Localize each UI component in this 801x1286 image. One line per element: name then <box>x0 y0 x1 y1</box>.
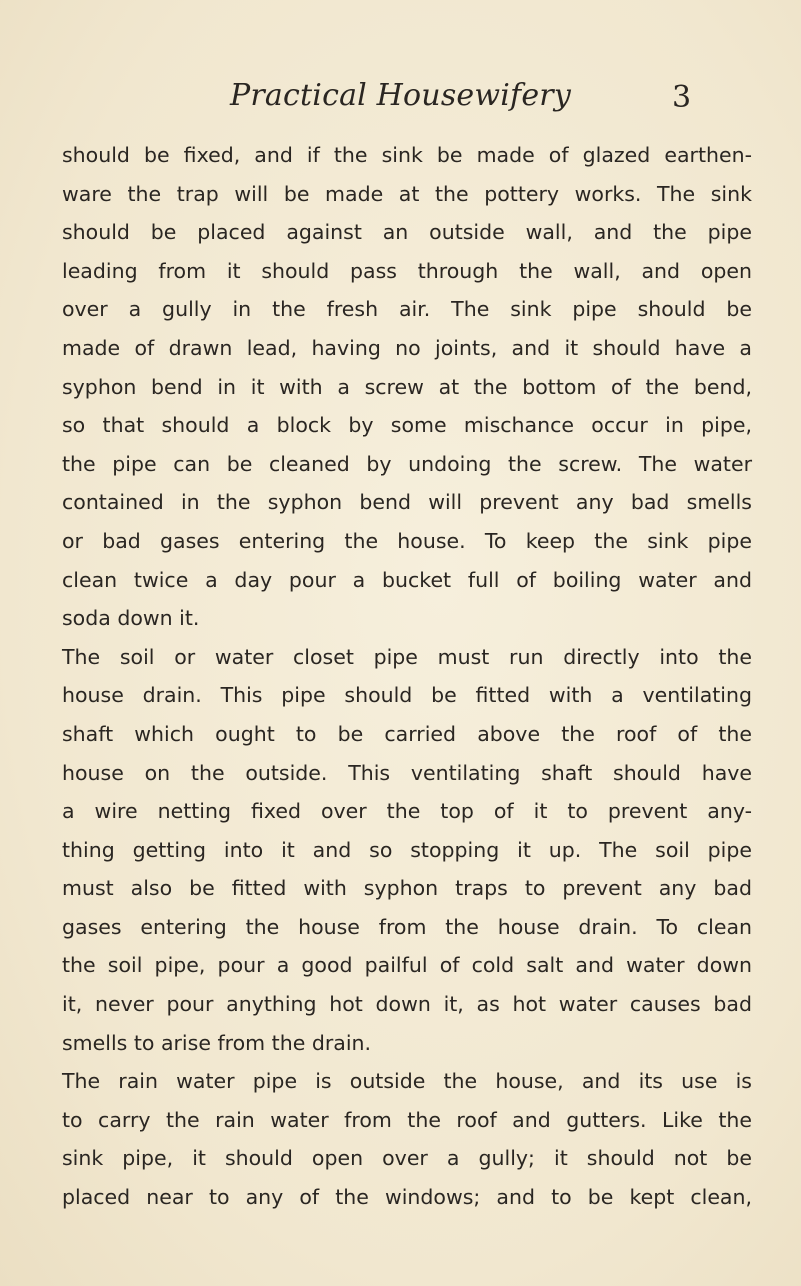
text-line: gases entering the house from the house drain. To clean <box>62 914 752 939</box>
text-line: smells to arise from the drain. <box>62 1030 372 1055</box>
text-line: the soil pipe, pour a good pailful of cold salt and water down <box>62 953 752 978</box>
text-line: or bad gases entering the house. To keep the sink pipe <box>62 528 752 553</box>
text-line: house drain. This pipe should be fitted with a ventilating <box>62 683 752 708</box>
text-line: shaft which ought to be carried above the roof of the <box>62 721 752 746</box>
text-line: ware the trap will be made at the pottery works. The sink <box>62 181 752 206</box>
text-line: made of drawn lead, having no joints, and it should have a <box>62 335 752 360</box>
text-line: clean twice a day pour a bucket full of boiling water and <box>62 567 752 592</box>
text-line: over a gully in the fresh air. The sink pipe should be <box>62 297 752 322</box>
running-title: Practical Housewifery <box>230 78 571 113</box>
text-line: soda down it. <box>62 606 200 631</box>
text-line: the pipe can be cleaned by undoing the screw. The water <box>62 451 752 476</box>
text-line: house on the outside. This ventilating shaft should have <box>62 760 752 785</box>
text-line: so that should a block by some mischance occur in pipe, <box>62 413 752 438</box>
text-line: syphon bend in it with a screw at the bottom of the bend, <box>62 374 752 399</box>
text-line: should be placed against an outside wall, and the pipe <box>62 220 752 245</box>
text-line: contained in the syphon bend will prevent any bad smells <box>62 490 752 515</box>
text-line: to carry the rain water from the roof and gutters. Like the <box>62 1107 752 1132</box>
text-line: sink pipe, it should open over a gully; it should not be <box>62 1146 752 1171</box>
text-line: it, never pour anything hot down it, as hot water causes bad <box>62 992 752 1017</box>
text-line: a wire netting fixed over the top of it to prevent any- <box>62 799 752 824</box>
text-line: must also be fitted with syphon traps to prevent any bad <box>62 876 752 901</box>
text-line: leading from it should pass through the wall, and open <box>62 258 752 283</box>
page-number: 3 <box>672 80 692 115</box>
running-head <box>0 78 801 118</box>
body-text <box>62 136 752 1217</box>
text-line: should be fixed, and if the sink be made of glazed earthen- <box>62 143 752 167</box>
text-line: The soil or water closet pipe must run directly into the <box>62 644 752 669</box>
text-line: thing getting into it and so stopping it up. The soil pipe <box>62 837 752 862</box>
text-line: The rain water pipe is outside the house, and its use is <box>62 1069 752 1094</box>
text-line: placed near to any of the windows; and to be kept clean, <box>62 1185 752 1210</box>
